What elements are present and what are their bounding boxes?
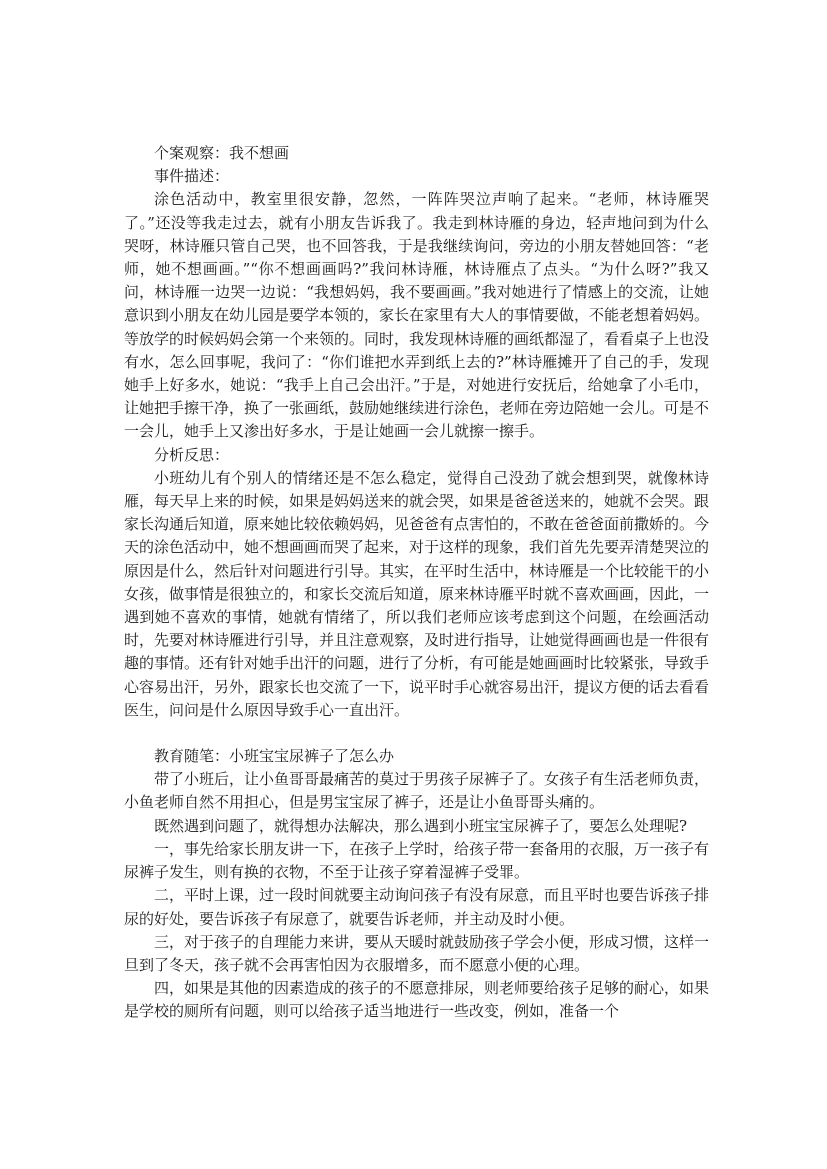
essay-title: 教育随笔：小班宝宝尿裤子了怎么办: [154, 747, 395, 766]
event-label: 事件描述：: [154, 167, 230, 186]
case-title: 个案观察：我不想画: [154, 144, 290, 162]
event-paragraph: 涂色活动中，教室里很安静，忽然，一阵阵哭泣声响了起来。“老师，林诗雁哭了。”还没等我走过去，就有小朋友告诉我了。我走到林诗雁的身边，轻声地问到为什么哭呀，林诗雁只管自己哭，也不回答我，于是我继续询问，旁边的小朋友替她回答：“老师，她不想画画。”“你不想画画吗?”我问林诗雁，林诗雁点了点头。“为什么呀?”我又问，林诗雁一边哭一边说：“我想妈妈，我不要画画。”我对她进行了情感上的交流，让她意识到小朋友在幼儿园是要学本领的，家长在家里有大人的事情要做，不能老想着妈妈。等放学的时候妈妈会第一个来领的。同时，我发现林诗雁的画纸都湿了，看看桌子上也没有水，怎么回事呢，我问了：“你们谁把水弄到纸上去的?”林诗雁摊开了自己的手，发现她手上好多水，她说：“我手上自己会出汗。”于是，对她进行安抚后，给她拿了小毛巾，让她把手擦干净，换了一张画纸，鼓励她继续进行涂色，老师在旁边陪她一会儿。可是不一会儿，她手上又渗出好多水，于是让她画一会儿就擦一擦手。: [124, 190, 710, 441]
section-gap: [124, 722, 709, 745]
essay-paragraph: 二，平时上课，过一段时间就要主动询问孩子有没有尿意，而且平时也要告诉孩子排尿的好处，要告诉孩子有尿意了，就要告诉老师，并主动及时小便。: [124, 886, 710, 928]
essay-paragraph: 一，事先给家长朋友讲一下，在孩子上学时，给孩子带一套备用的衣服，万一孩子有尿裤子发生，则有换的衣物，不至于让孩子穿着湿裤子受罪。: [124, 839, 710, 882]
document-page: [124, 142, 709, 1024]
essay-paragraph: 三，对于孩子的自理能力来讲，要从天暖时就鼓励孩子学会小便，形成习惯，这样一旦到了冬天，孩子就不会再害怕因为衣服增多，而不愿意小便的心理。: [124, 932, 710, 974]
essay-paragraph: 既然遇到问题了，就得想办法解决，那么遇到小班宝宝尿裤子了，要怎么处理呢?: [154, 816, 688, 835]
analysis-paragraph: 小班幼儿有个别人的情绪还是不怎么稳定，觉得自己没劲了就会想到哭，就像林诗雁，每天早上来的时候，如果是妈妈送来的就会哭，如果是爸爸送来的，她就不会哭。跟家长沟通后知道，原来她比较依赖妈妈，见爸爸有点害怕的，不敢在爸爸面前撒娇的。今天的涂色活动中，她不想画画而哭了起来，对于这样的现象，我们首先先要弄清楚哭泣的原因是什么，然后针对问题进行引导。其实，在平时生活中，林诗雁是一个比较能干的小女孩，做事情是很独立的，和家长交流后知道，原来林诗雁平时就不喜欢画画，因此，一遇到她不喜欢的事情，她就有情绪了，所以我们老师应该考虑到这个问题，在绘画活动时，先要对林诗雁进行引导，并且注意观察，及时进行指导，让她觉得画画也是一件很有趣的事情。还有针对她手出汗的问题，进行了分析，有可能是她画画时比较紧张，导致手心容易出汗，另外，跟家长也交流了一下，说平时手心就容易出汗，提议方便的话去看看医生，问问是什么原因导致手心一直出汗。: [124, 468, 710, 719]
essay-paragraph: 带了小班后，让小鱼哥哥最痛苦的莫过于男孩子尿裤子了。女孩子有生活老师负责，小鱼老师自然不用担心，但是男宝宝尿了裤子，还是让小鱼哥哥头痛的。: [124, 770, 710, 812]
analysis-label: 分析反思：: [154, 445, 230, 464]
essay-paragraph: 四，如果是其他的因素造成的孩子的不愿意排尿，则老师要给孩子足够的耐心，如果是学校的厕所有问题，则可以给孩子适当地进行一些改变，例如，准备一个: [124, 979, 710, 1021]
